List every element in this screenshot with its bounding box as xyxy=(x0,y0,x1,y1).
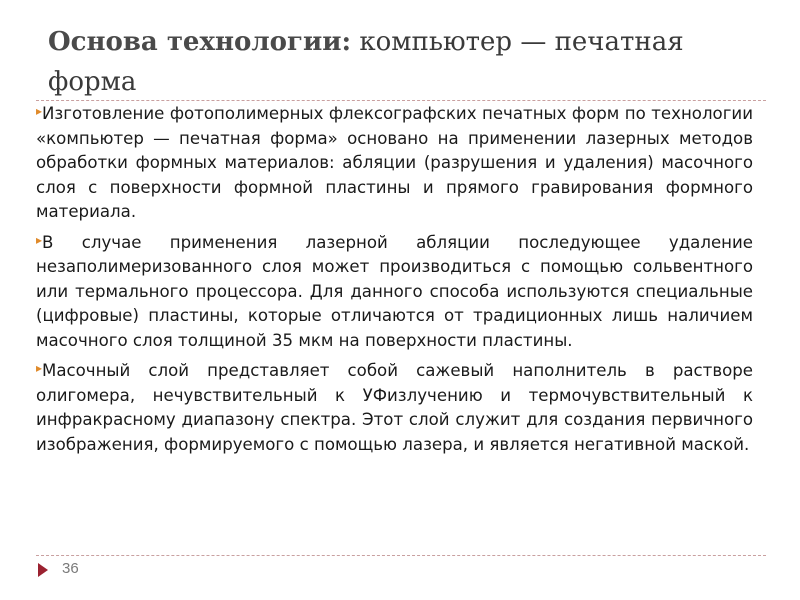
bullet-arrow-icon: ▸ xyxy=(36,232,43,247)
top-divider xyxy=(36,100,766,101)
paragraph-2 xyxy=(36,231,753,354)
bullet-arrow-icon: ▸ xyxy=(36,104,43,118)
slide-title xyxy=(48,22,708,102)
paragraph-3 xyxy=(36,359,753,457)
slide-title-rest: компьютер — печатная форма xyxy=(48,27,684,97)
page-number: 36 xyxy=(62,560,79,577)
paragraph-1 xyxy=(36,102,753,225)
bottom-divider xyxy=(36,555,766,556)
paragraph-1-text: Изготовление фотополимерных флексографских печатных форм по технологии «компьютер — печатная форма» основано на применении лазерных методов обработки формных материалов: абляции (разрушения и удаления) масочного слоя с поверхности формной пластины и прямого гравирования формного материала. xyxy=(36,104,753,221)
bullet-arrow-icon: ▸ xyxy=(36,361,43,375)
paragraph-3-text: Масочный слой представляет собой сажевый наполнитель в растворе олигомера, нечувствительный к УФизлучению и термочувствительный к инфракрасному диапазону спектра. Этот слой служит для создания первичного изображения, формируемого с помощью лазера, и является негативной маской. xyxy=(36,361,753,454)
slide-title-bold: Основа технологии: xyxy=(48,27,352,57)
footer-arrow-icon xyxy=(38,563,48,577)
paragraph-2-text: В случае применения лазерной абляции последующее удаление незаполимеризованного слоя может производиться с помощью сольвентного или термального процессора. Для данного способа используются специальные (цифровые) пластины, которые отличаются от традиционных лишь наличием масочного слоя толщиной 35 мкм на поверхности пластины. xyxy=(36,232,753,350)
slide-body xyxy=(36,102,753,463)
